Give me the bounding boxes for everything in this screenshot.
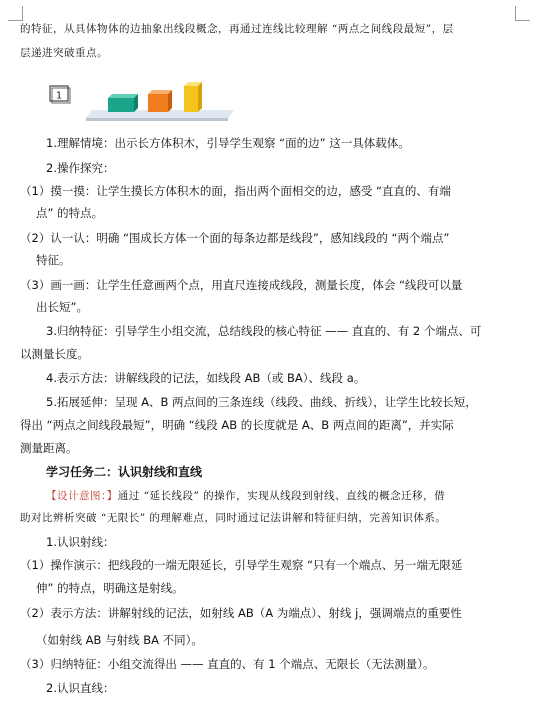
- segment-item-5-line-2: 得出 “两点之间线段最短”，明确 “线段 AB 的长度就是 A、B 两点间的距离”，并实际: [20, 418, 454, 432]
- segment-item-4: 4.表示方法：讲解线段的记法，如线段 AB（或 BA）、线段 a。: [46, 371, 366, 385]
- design-intent-line-2: 助对比辨析突破 “无限长” 的理解难点，同时通过记法讲解和特征归纳，完善知识体系。: [20, 512, 447, 524]
- orange-cuboid-block: [148, 90, 172, 112]
- draw-step-line-2: 出长短”。: [36, 300, 88, 314]
- recognize-step-line-1: （2）认一认：明确 “围成长方体一个面的每条边都是线段”，感知线段的 “两个端点”: [20, 231, 450, 245]
- ray-notation-line-2: （如射线 AB 与射线 BA 不同）。: [36, 633, 203, 647]
- ray-demo-line-1: （1）操作演示：把线段的一端无限延长，引导学生观察 “只有一个端点、另一端无限延: [20, 558, 463, 572]
- recognize-step-line-2: 特征。: [36, 253, 71, 267]
- segment-item-5-line-3: 测量距离。: [20, 441, 78, 455]
- intro-line-1: 的特征，从具体物体的边抽象出线段概念，再通过连线比较理解 “两点之间线段最短”，层: [20, 23, 454, 35]
- green-cuboid-block: [108, 94, 138, 112]
- figure-number: 1: [55, 90, 63, 102]
- yellow-cuboid-block: [184, 82, 202, 112]
- touch-step-line-1: （1）摸一摸：让学生摸长方体积木的面，指出两个面相交的边，感受 “直直的、有端: [20, 184, 451, 198]
- ray-demo-line-2: 伸” 的特点，明确这是射线。: [36, 581, 184, 595]
- figure-number-icon: [50, 86, 70, 103]
- segment-item-5-line-1: 5.拓展延伸：呈现 A、B 两点间的三条连线（线段、曲线、折线），让学生比较长短，: [46, 395, 477, 409]
- segment-item-3-line-1: 3.归纳特征：引导学生小组交流，总结线段的核心特征 —— 直直的、有 2 个端点、可: [46, 324, 482, 338]
- draw-step-line-1: （3）画一画：让学生任意画两个点，用直尺连接成线段，测量长度，体会 “线段可以量: [20, 278, 463, 292]
- design-intent-text: 通过 “延长线段” 的操作，实现从线段到射线、直线的概念迁移，借: [117, 490, 446, 502]
- ray-notation-line-1: （2）表示方法：讲解射线的记法，如射线 AB（A 为端点）、射线 j，强调端点的重要性: [20, 606, 462, 620]
- task-2-heading: 学习任务二：认识射线和直线: [46, 465, 203, 479]
- segment-item-1: 1.理解情境：出示长方体积木，引导学生观察 “面的边” 这一具体载体。: [46, 136, 410, 150]
- segment-item-3-line-2: 以测量长度。: [20, 347, 89, 361]
- intro-line-2: 层递进突破重点。: [20, 47, 108, 59]
- cuboid-blocks-figure: [48, 80, 238, 122]
- crop-mark-top-left: [8, 6, 23, 21]
- design-intent-label: 【设计意图：】: [46, 490, 118, 502]
- ray-title: 1.认识射线：: [46, 535, 115, 549]
- line-title: 2.认识直线：: [46, 681, 115, 695]
- design-intent-line-1: [46, 488, 445, 504]
- touch-step-line-2: 点” 的特点。: [36, 206, 104, 220]
- ray-summary: （3）归纳特征：小组交流得出 —— 直直的、有 1 个端点、无限长（无法测量）。: [20, 657, 435, 671]
- crop-mark-top-right: [515, 6, 530, 21]
- segment-item-2: 2.操作探究：: [46, 161, 115, 175]
